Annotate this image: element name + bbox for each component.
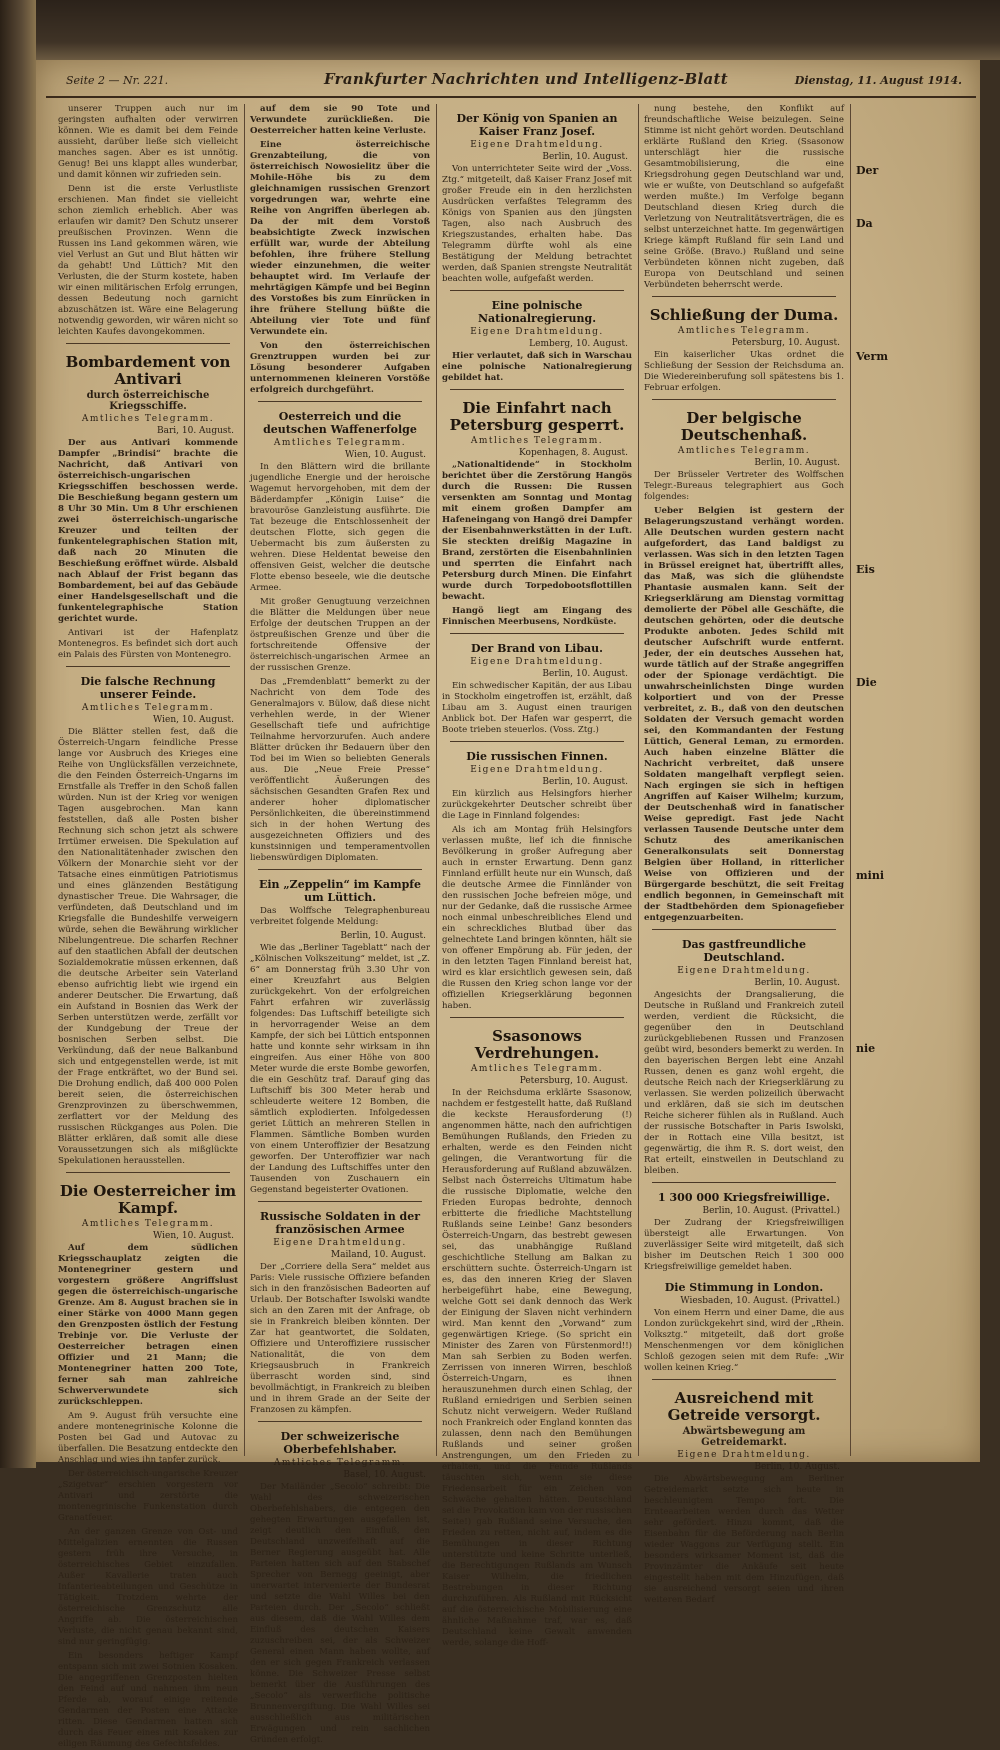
paragraph: Ein besonders heftiger Kampf entspann sich mit zwei Sotnien Kosaken. Die angegriffenen Grenzposten hielten den Feind auf und nahmen ihm neun Pferde ab, worauf einige reitende Gendarmen der Posten eine Attacke ritten. Diese Gendarmen hatten sich durch das Feuer eines mit Kosaken zur eiligen Räumung des Gefechtsfeldes. (58, 1651, 238, 1749)
headline-russische-finnen: Die russischen Finnen. (466, 750, 608, 763)
source-line: Eigene Drahtmeldung. (470, 327, 604, 337)
subheadline: Abwärtsbewegung am Getreidemarkt. (682, 1426, 806, 1448)
paragraph: Die Blätter stellen fest, daß die Österreich-Ungarn feindliche Presse lange vor Ausbruch des Krieges eine Reihe von Unglücksfällen verzeichnete, die den Feinden Österreich-Ungarns im Ernstfalle als Treffer in den Schoß fallen würden. Nun ist der Krieg vor wenigen Tagen ausgebrochen. Man kann feststellen, daß alle Posten bisher Rechnung sich schon jetzt als schwere Irrtümer erweisen. Die Spekulation auf den Nationalitätenhader zwischen den Völkern der Monarchie sieht vor der Tatsache eines einmütigen Patriotismus und eines glänzenden Bestätigung dynastischer Treue. Die Wahrsager, die verfündeten, daß Deutschland und im Kriegsfalle die Bundeshilfe verweigern würde, sehen die Bewährung wirklicher Nibelungentreue. Die scharfen Rechner auf den staatlichen Abfall der deutschen Sozialdemokratie müssen erkennen, daß die deutsche Arbeiter sein Vaterland ebenso aufrichtig liebt wie irgend ein anderer Deutscher. Die Erwartung, daß ein Aufstand in Bosnien das Werk der Serben unterstützen werde, zerfällt vor der Kundgebung der Treue der bosnischen Serben selbst. Die Verkündung, daß der neue Balkanbund sich und entgegenstellen werde, ist mit der Frage entkräftet, wo der Bund sei. Die Drohung endlich, daß 400 000 Polen bereit seien, die österreichischen Grenzprovinzen zu überschwemmen, zerflattert vor der Meldung des russischen Rückganges aus Polen. Die Blätter erklären, daß somit alle diese Voraussetzungen sich als mißglückte Spekulationen herausstellen. (58, 727, 238, 1166)
headline-ssasonow: Ssasonows Verdrehungen. (474, 1027, 600, 1062)
divider (258, 869, 422, 870)
headline-brand-libau: Der Brand von Libau. (470, 642, 604, 655)
paragraph: Als ich am Montag früh Helsingfors verlassen mußte, lief ich die finnische Bevölkerung in großer Aufregung aber auch in ernster Erwartung. Denn ganz Finnland erfüllt heute nur ein Wunsch, daß die deutsche Armee die Finnländer von den russischen Joche befreien möge, und nur der Gedanke, daß die russische Armee noch einmal unbeschreibliches Elend und ein schreckliches Blutbad über das gelnechtete Land bringen könnten, hält sie von offener Empörung ab. Für jeden, der in den letzten Tagen Finnland bereist hat, wird es klar ersichtlich gewesen sein, daß die Russen den Krieg schon lange vor der offiziellen Kriegserklärung begonnen haben. (442, 825, 632, 1011)
paragraph: Auf dem südlichen Kriegsschauplatz zeigten die Montenegriner gestern und vorgestern größere Angriffslust gegen die österreichisch-ungarische Grenze. Am 8. August brachen sie in einer Stärke von 4000 Mann gegen den Grenzposten östlich der Festung Trebinje vor. Die Verluste der Oesterreicher betragen einen Offizier und 21 Mann; die Montenegriner hatten 200 Tote, ferner sah man zahlreiche Schwerverwundete sich zurückschleppen. (58, 1243, 238, 1407)
source-line: Amtliches Telegramm. (273, 438, 407, 448)
column-rule (638, 104, 639, 1456)
paragraph: Angesichts der Drangsalierung, die Deutsche in Rußland und Frankreich zuteil werden, verdient die Rücksicht, die gegenüber den in Deutschland zurückgebliebenen Russen und Franzosen geübt wird, besonders bemerkt zu werden. In den bayerischen Bergen lebt eine Anzahl Russen, denen es ganz wohl ergeht, die deutsche Reich nach der Kriegserklärung zu verlassen. Sie werden polizeilich überwacht und erklären, daß sie sich im deutschen Reiche sicherer fühlen als in Rußland. Auch der russische Botschafter in Paris Iswolski, der in Rottach eine Villa besitzt, ist gegenwärtig, die ihm R. S. dort weist, den Rat erteilt, einstweilen in Deutschland zu bleiben. (644, 990, 844, 1176)
column-rule (436, 104, 437, 1456)
headline-schliessung-duma: Schließung der Duma. (649, 306, 839, 324)
source-line: Eigene Drahtmeldung. (273, 1238, 407, 1248)
paragraph: Denn ist die erste Verlustliste erschienen. Man findet sie vielleicht schon ziemlich erheblich. Aber was erlaufen wir damit? Den Schutz unserer preußischen Provinzen. Wenn die Russen ins Land gekommen wären, wie viel Verlust an Gut und Blut hätten wir da gehabt! Und Lüttich? Mit den Verlusten, die der Sturm kostete, haben wir einen militärischen Erfolg errungen, dessen Bedeutung noch garnicht abzuschätzen ist. Wäre eine Belagerung notwendig geworden, wir wären nicht so leichten Kaufes davongekommen. (58, 184, 238, 337)
paragraph: Der Mailänder „Secolo“ schreibt: Die Wahl des schweizerischen Oberbefehlshabers, die entgegen den gehegten Erwartungen ausgefallen ist, zeigt deutlich den Einfluß, den Deutschland unzweifelhaft auf die Berner Regierung ausgeübt hat. Alle Parteien hatten sich auf den Stabschef Sprecher von Bernegg geeinigt, aber unerwartet intervenierte der Bundesrat und setzte die Wahl Willes bei den Parteien durch. Der „Secolo“ schließt aus diesem, daß die Wahl Willes dem Einfluß des deutschen Kaisers zuzuschreiben sei, der als Schweizer General einen Mann haben wollte, auf den er sich gegen Frankreich verlassen könne. Die Schweizer Presse selbst bemerkt über die Ausführungen des „Secolo“ als verwerfliche politische Brunnenvergiftung. Die Wahl Willes sei ausschließlich aus militärischen Erwägungen und rein sachlichen Gründen erfolgt. (250, 1482, 430, 1745)
paragraph: Wie das „Berliner Tageblatt“ nach der „Kölnischen Volkszeitung“ meldet, ist „Z. 6“ am Donnerstag früh 3.30 Uhr von einer Kreuzfahrt aus Belgien zurückgekehrt. Von der erfolgreichen Fahrt erfahren wir zuverlässig folgendes: Das Luftschiff beteiligte sich in hervorragender Weise an dem Kampfe, der sich bei Lüttich entsponnen hatte und konnte sehr wirksam in ihn eingreifen. Aus einer Höhe von 800 Meter wurde die erste Bombe geworfen, die ein Geschütz traf. Darauf ging das Luftschiff bis 300 Meter herab und schleuderte weitere 12 Bomben, die sämtlich explodierten. Infolgedessen geriet Lüttich an mehreren Stellen in Flammen. Sämtliche Bomben wurden von einem Unteroffizier der Besatzung geworfen. Der Unteroffizier war nach der Landung des Luftschiffes unter den Tausenden von Zuschauern ein Gegenstand begeisterter Ovationen. (250, 943, 430, 1195)
column-4 (644, 104, 844, 1605)
paragraph: Von einem Herrn und einer Dame, die aus London zurückgekehrt sind, wird der „Rhein. Volksztg.“ mitgeteilt, daß dort große Menschenmengen vor dem königlichen Schloß gezogen seien mit dem Rufe: „Wir wollen keinen Krieg.“ (644, 1308, 844, 1373)
divider (258, 1421, 422, 1422)
headline-russische-soldaten: Russische Soldaten in der französischen Armee (259, 1210, 421, 1236)
masthead-title: Frankfurter Nachrichten und Intelligenz-Blatt (323, 70, 729, 88)
paragraph: Hier verlautet, daß sich in Warschau eine polnische Nationalregierung gebildet hat. (442, 351, 632, 383)
column-2 (250, 104, 430, 1745)
headline-zeppelin: Ein „Zeppelin“ im Kampfe um Lüttich. (258, 878, 422, 904)
headline-oberbefehlshaber: Der schweizerische Oberbefehlshaber. (280, 1430, 400, 1456)
dateline: Basel, 10. August. (343, 1470, 426, 1480)
divider (450, 389, 624, 390)
dateline: Wien, 10. August. (153, 1231, 234, 1241)
paragraph: Antivari ist der Hafenplatz Montenegros. Es befindet sich dort auch ein Palais des Fürsten von Montenegro. (58, 628, 238, 660)
divider (450, 290, 624, 291)
paragraph: Der „Corriere della Sera“ meldet aus Paris: Viele russische Offiziere befanden sich in den französischen Badeorten auf Urlaub. Der Botschafter Iswolski wandte sich an den Zaren mit der Anfrage, ob sie in Frankreich bleiben könnten. Der Zar hat geantwortet, die Soldaten, Offiziere und Unteroffiziere russischer Nationalität, die von dem Kriegsausbruch in Frankreich überrascht worden sind, sind bevollmächtigt, in Frankreich zu bleiben und in ihrem Grade an der Seite der Franzosen zu kämpfen. (250, 1262, 430, 1415)
paragraph: Ein kaiserlicher Ukas ordnet die Schließung der Session der Reichsduma an. Die Wiedereinberufung soll spätestens bis 1. Februar erfolgen. (644, 350, 844, 393)
headline-oesterreicher-kampf: Die Oesterreicher im Kampf. (59, 1182, 237, 1217)
source-line: Amtliches Telegramm. (470, 1064, 604, 1074)
paragraph: nung bestehe, den Konflikt auf freundschaftliche Weise beizulegen. Seine Stimme ist nicht gehört worden. Deutschland erklärte Rußland den Krieg. (Ssasonow unterschlägt hier die russische Gesamtmobilisierung, die eine Kriegsdrohung gegen Deutschland war und, wie er wußte, von Deutschland so aufgefaßt werden mußte.) Im Verfolge begann Deutschland diesen Krieg durch die Verletzung von Neutralitätsverträgen, die es selbst unterzeichnet hatte. Im gegenwärtigen Kriege kämpft Rußland für sein Land und seine Größe. (Bravo.) Rußland und seine Verbündeten können nicht zugeben, daß Europa von Deutschland und seinen Verbündeten beherrscht werde. (644, 104, 844, 290)
dateline: Lemberg, 10. August. (529, 339, 628, 349)
source-line: Amtliches Telegramm. (677, 326, 811, 336)
paragraph: Mit großer Genugtuung verzeichnen die Blätter die Meldungen über neue Erfolge der deutschen Truppen an der östpreußischen Grenze und über die fortschreitende Offensive der österreichisch-ungarischen Armee an der russischen Grenze. (250, 597, 430, 673)
source-line: Amtliches Telegramm. (470, 436, 604, 446)
column-rule (244, 104, 245, 1456)
divider (652, 1379, 836, 1380)
source-line: Eigene Drahtmeldung. (677, 966, 811, 976)
paragraph: Der aus Antivari kommende Dampfer „Brindisi“ brachte die Nachricht, daß Antivari von österreichisch-ungarischen Kriegsschiffen beschossen werde. Die Beschießung begann gestern um 8 Uhr 30 Min. Um 8 Uhr erschienen zwei österreichisch-ungarische Kreuzer und teilten der funkentelegraphischen Station mit, daß nach 20 Minuten die Beschießung eröffnet würde. Alsbald nach Ablauf der Frist begann das Bombardement, bei auf das Gebäude einer Handelsgesellschaft und die funkentelegraphische Station gerichtet wurde. (58, 438, 238, 624)
dateline: Berlin, 10. August. (754, 458, 840, 468)
headline-gastfreundlich: Das gastfreundliche Deutschland. (681, 938, 807, 964)
paragraph: In den Blättern wird die brillante jugendliche Energie und der heroische Wagemut hervorgehoben, mit dem der Bäderdampfer „Königin Luise“ die bravouröse Ganzleistung ausführte. Die Tat bezeuge die Entschlossenheit der deutschen Flotte, sich gegen die Uebermacht bis zum äußersten zu wehren. Diese Heldentat beweise den offensiven Geist, welcher die deutsche Flotte ebenso beseele, wie die deutsche Armee. (250, 462, 430, 593)
source-line: Amtliches Telegramm. (81, 703, 215, 713)
divider (652, 296, 836, 297)
headline-waffenerfolge: Oesterreich und die deutschen Waffenerfolge (263, 410, 417, 436)
paragraph: Hangö liegt am Eingang des Finnischen Meerbusens, Nordküste. (442, 606, 632, 627)
dateline: Berlin, 10. August. (542, 777, 628, 787)
divider (450, 1017, 624, 1018)
paragraph: Das „Fremdenblatt“ bemerkt zu der Nachricht von dem Tode des Generalmajors v. Bülow, daß diese nicht verhehlen werde, in der Wiener Gesellschaft tiefe und aufrichtige Teilnahme hervorzurufen. Auch andere Blätter drücken ihr Bedauern über den Tod bei im Wien so beliebten Generals aus. Die „Neue Freie Presse“ veröffentlicht Äußerungen des sächsischen Gesandten Grafen Rex und anderer hoher diplomatischer Persönlichkeiten, die übereinstimmend sich in der hohen Wertung des ausgezeichneten Offiziers und des kunstsinnigen und temperamentvollen liebenswürdigen Diplomaten. (250, 677, 430, 863)
source-line: Eigene Drahtmeldung. (470, 140, 604, 150)
paragraph: Ein schwedischer Kapitän, der aus Libau in Stockholm eingetroffen ist, erzählt, daß Libau am 3. August einen traurigen Anblick bot. Der Hafen war gesperrt, die Boote trieben steuerlos. (Voss. Ztg.) (442, 681, 632, 735)
divider (652, 399, 836, 400)
source-line: Amtliches Telegramm. (81, 414, 215, 424)
fragment: Eis (856, 563, 875, 576)
paragraph: In der Reichsduma erklärte Ssasonow, nachdem er festgestellt hatte, daß Rußland die keckste Herausforderung (!) angenommen hätte, nach den aufrichtigen Bemühungen Rußlands, den Frieden zu erhalten, werde es den Feinden nicht gelingen, die Verantwortung für die Herausforderung auf Rußland abzuwälzen. Selbst nach Österreichs Ultimatum habe die russische Diplomatie, welche den Frieden Europas bedrohte, dennoch erbitterte die friedliche Machtstellung Rußlands seine Leinbe! Ganz besonders Österreich-Ungarn, das bestrebt gewesen sei, das unabhängige Rußland geschichtliche Stellung am Balkan zu erschüttern suchte. Österreich-Ungarn ist es, das den inneren Krieg der Slaven herbeigeführt habe, eine Bewegung, welche Gott sei dank dennoch das Werk der Einigung der Slaven nicht verhindern wird. Man kennt den „Vorwand“ zum gegenwärtigen Kriege. (So spricht ein Minister des Zaren von Fürstenmord!!) Man sah Serbien zu Boden werfen. Zerrissen von inneren Wirren, beschloß Österreich-Ungarn, es ihnen herauszunehmen durch einen Schlag, der Rußland erniedrigen und Serbien seinen Schutz nicht verweigern. Weder Rußland noch Frankreich oder England konnten das zulassen, denn nach den Bemühungen Rußlands und seiner großen Anstrengungen, um den Frieden zu erhalten, und die Feinde Rußlands täuschten sich, wenn sie diese Friedensarbeit für ein Zeichen von Schwäche gehalten hätten. Deutschland sei die Provokation kam von der russischen Seite!) gab Rußland seine Versuche, den Frieden zu retten, nicht auf, indem es die Bemühungen in dieser Richtung unterstützte und keine Schritte unterließ, die Berechtigungen Rußlands am Wunsch Kaiser Wilhelm, die friedlichen Bestrebungen in dieser Richtung durchzuführen. Als Rußland mit Rücksicht auf die österreichische Mobilisierung eine ähnliche Maßnahme traf, war es, daß Deutschland keine Gewalt anwenden werde, solange die Hoff- (442, 1088, 632, 1648)
column-rule (850, 104, 851, 1456)
divider (258, 401, 422, 402)
headline-falsche-rechnung: Die falsche Rechnung unserer Feinde. (80, 675, 216, 701)
dateline: Berlin, 10. August. (542, 669, 628, 679)
column-3 (442, 104, 632, 1648)
paragraph: Von den österreichischen Grenztruppen wurden bei zur Lösung besonderer Aufgaben unternommenen kleineren Vorstöße erfolgreich durchgeführt. (250, 341, 430, 395)
paragraph: Am 9. August früh versuchte eine andere montenegrinische Kolonne die Posten bei Gad und Autovac zu überfallen. Die Besatzung entdeckte den Anschlag und wies ihn tapfer zurück. (58, 1411, 238, 1465)
divider (66, 1172, 230, 1173)
fragment: mini (856, 869, 884, 882)
paragraph: Ein kürzlich aus Helsingfors hierher zurückgekehrter Deutscher schreibt über die Lage in Finnland folgendes: (442, 789, 632, 821)
dateline: Petersburg, 10. August. (519, 1076, 628, 1086)
headline-polnische-regierung: Eine polnische Nationalregierung. (477, 299, 597, 325)
paragraph: Die Abwärtsbewegung am Berliner Getreidemarkt setzte sich heute in beschleunigtem Tempo fort. Die Ernteaarbeiten werden durch das Wetter sehr gefördert. Hinzu kommt, daß die Eisenbahn für die Beförderung nach Berlin wieder Waggons zur Verfügung stellt. Ein besonders wirksamer Moment ist, daß die Provinzämter die Ankäufe seit heute eingestellt haben mit dem Hinzufügen, daß sie ausreichend versorgt seien und ihren weiteren Bedarf (644, 1474, 844, 1605)
source-line: Eigene Drahtmeldung. (470, 765, 604, 775)
source-line: Eigene Drahtmeldung. (470, 657, 604, 667)
headline-deutschenhass: Der belgische Deutschenhaß. (680, 409, 808, 444)
headline-petersburg-gesperrt: Die Einfahrt nach Petersburg gesperrt. (449, 399, 625, 434)
paragraph: Das Wolffsche Telegraphenbureau verbreitet folgende Meldung: (250, 906, 430, 927)
paragraph: „Nationaltidende“ in Stockholm berichtet über die Zerstörung Hangös durch die Russen: Die Russen versenkten am Sonntag und Montag mit einem großen Dampfer am Hafeneingang von Hangö drei Dampfer der Eisenbahnwerkstätten in der Luft. Sie steckten dreißig Magazine in Brand, zerstörten die Eisenbahnlinien und sperrten die Einfahrt nach Petersburg durch Minen. Die Einfahrt wurde durch Torpedobootsflottillen bewacht. (442, 460, 632, 602)
dateline: Berlin, 10. August. (754, 1462, 840, 1472)
headline-stimmung-london: Die Stimmung in London. (664, 1281, 824, 1294)
fragment: nie (856, 1042, 876, 1055)
fragment: Der (856, 164, 879, 177)
column-1 (58, 104, 238, 1749)
paragraph: Der österreichisch-ungarische Kreuzer „Szigetvar“ erschien vorgestern vor Antivari und zerstörte die montenegrinische Funkenstation durch Granatfeuer. (58, 1469, 238, 1523)
dateline: Berlin, 10. August. (340, 931, 426, 941)
subheadline: durch österreichische Kriegsschiffe. (86, 390, 210, 412)
paragraph: auf dem sie 90 Tote und Verwundete zurückließen. Die Oesterreicher hatten keine Verluste. (250, 104, 430, 136)
issue-date: Dienstag, 11. August 1914. (794, 74, 962, 87)
dateline: Wiesbaden, 10. August. (Privattel.) (680, 1296, 840, 1306)
paragraph: Ueber Belgien ist gestern der Belagerungszustand verhängt worden. Alle Deutschen wurden gestern nacht aufgefordert, das Land baldigst zu verlassen. Was sich in den letzten Tagen in Brüssel ereignet hat, übertrifft alles, das Maß, was sich die glühendste Phantasie ausmalen kann. Seit der Kriegserklärung am Dienstag vormittag demolierte der Pöbel alle Geschäfte, die deutschen gehörten, oder die deutsche Produkte anboten. Jedes Schild mit deutscher Aufschrift wurde entfernt. Jeder, der ein deutsches Aussehen hat, wurde tätlich auf der Straße angegriffen oder der Spionage verdächtigt. Die unwahrscheinlichsten Dinge wurden kolportiert und von der Presse verbreitet, z. B., daß von den deutschen Soldaten der Versuch gemacht worden sei, den Kommandanten der Festung Lüttich, General Leman, zu ermorden. Auch haben einzelne Blätter die Nachricht verbreitet, daß unsere Soldaten mangelhaft verpflegt seien. Nach ergingen sie sich in heftigen Angriffen auf Kaiser Wilhelm; kurzum, der Deutschenhaß wird in fanatischer Weise gepredigt. Fast jede Nacht verlassen Tausende Deutsche unter dem Schutz des amerikanischen Generalkonsulats seit Donnerstag Belgien über Holland, in ritterlicher Weise von Offizieren und der Bürgergarde beschützt, die seit Freitag endlich begonnen, in Gemeinschaft mit der Stadtbehörden dem Spionagefieber entgegenzuarbeiten. (644, 506, 844, 923)
paragraph: unserer Truppen auch nur im geringsten aufhalten oder verwirren können. Wie es damit bei dem Feinde aussieht, darüber ließe sich vielleicht manches sagen. Aber es ist unnötig. Genug! Bei uns klappt alles wunderbar, und damit können wir zufrieden sein. (58, 104, 238, 180)
divider (450, 741, 624, 742)
divider (66, 343, 230, 344)
dateline: Petersburg, 10. August. (731, 338, 840, 348)
divider (652, 1182, 836, 1183)
source-line: Amtliches Telegramm. (81, 1219, 215, 1229)
paragraph: An der ganzen Grenze von Ost- und Mittelgalizien ernennten die Russen gestern früh ihre Versuche, in österreichisches Gebiet einzufallen. Außer Kavallerie traten auch Infanterieabteilungen und Geschütze in Tätigkeit. Trotzdem wehrte der österreichische Grenzschutz alle Angriffe ab. Die österreichischen Verluste, die nicht genau bekannt sind, sind nur geringfügig. (58, 1527, 238, 1647)
paragraph: Der Brüsseler Vertreter des Wolffschen Telegr.-Bureaus telegraphiert aus Goch folgendes: (644, 470, 844, 502)
headline-antivari: Bombardement von Antivari (65, 353, 231, 388)
scan-left-edge (0, 0, 36, 1468)
paragraph: Von unterrichteter Seite wird der „Voss. Ztg.“ mitgeteilt, daß Kaiser Franz Josef mit großer Freude ein in den herzlichsten Ausdrücken verfaßtes Telegramm des Königs von Spanien aus den jüngsten Tagen, also nach Ausbruch des Kriegszustandes, erhalten habe. Das Telegramm dürfte wohl als eine Bestätigung der Meldung betrachtet werden, daß Spanien strengste Neutralität beachten wolle, aufgefaßt werden. (442, 164, 632, 284)
page-number: Seite 2 — Nr. 221. (66, 74, 169, 87)
page-header (46, 66, 976, 98)
divider (258, 1201, 422, 1202)
source-line: Amtliches Telegramm. (273, 1458, 407, 1468)
headline-koenig-spanien: Der König von Spanien an Kaiser Franz Josef. (456, 112, 618, 138)
dateline: Kopenhagen, 8. August. (519, 448, 628, 458)
newspaper-page (36, 60, 980, 1749)
dateline: Bari, 10. August. (156, 426, 234, 436)
headline-getreide: Ausreichend mit Getreide versorgt. (667, 1389, 821, 1424)
source-line: Amtliches Telegramm. (677, 446, 811, 456)
fragment: Verm (856, 350, 888, 363)
paragraph: Eine österreichische Grenzabteilung, die von österreichisch Nowosielitz über die Mohile-Höhe bis zu dem gleichnamigen russischen Grenzort vorgedrungen war, wehrte eine Reihe von Angriffen überlegen ab. Da der mit dem Vorstoß beabsichtigte Zweck inzwischen erfüllt war, wurde der Abteilung befohlen, ihre frühere Stellung wieder einzunehmen, die weiter behauptet wird. Im Verlaufe der mehrtägigen Kämpfe und bei Beginn des Vorstoßes bis zum Einrücken in ihre frühere Stellung büßte die Abteilung vier Tote und fünf Verwundete ein. (250, 140, 430, 337)
divider (66, 666, 230, 667)
dateline: Berlin, 10. August. (754, 978, 840, 988)
fragment: Da (856, 217, 873, 230)
headline-kriegsfreiwillige: 1 300 000 Kriegsfreiwillige. (658, 1191, 830, 1204)
dateline: Mailand, 10. August. (330, 1250, 426, 1260)
paragraph: Der Zudrang der Kriegsfreiwilligen übersteigt alle Erwartungen. Von zuverlässiger Seite wird mitgeteilt, daß sich bisher im Deutschen Reich 1 300 000 Kriegsfreiwillige gemeldet haben. (644, 1218, 844, 1272)
scan-top-edge (0, 0, 1000, 60)
divider (450, 633, 624, 634)
source-line: Eigene Drahtmeldung. (677, 1450, 811, 1460)
dateline: Wien, 10. August. (345, 450, 426, 460)
divider (652, 929, 836, 930)
dateline: Berlin, 10. August. (Privattel.) (702, 1206, 840, 1216)
fragment: Die (856, 676, 877, 689)
dateline: Berlin, 10. August. (542, 152, 628, 162)
column-5-cutoff (856, 104, 976, 1456)
dateline: Wien, 10. August. (153, 715, 234, 725)
